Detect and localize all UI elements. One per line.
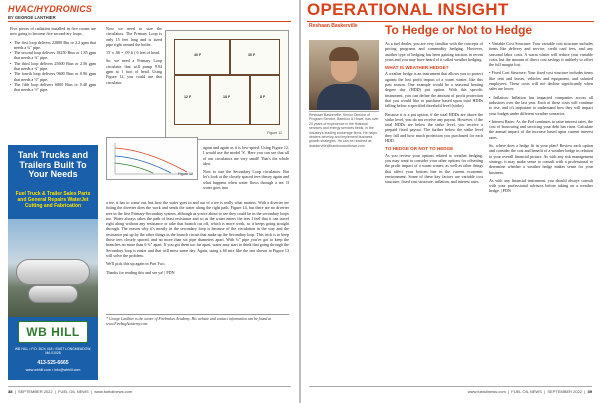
publication-name: FUEL OIL NEWS [58, 389, 89, 394]
photo-body [317, 84, 371, 110]
author-note: * George Lanthier is the owner of Firebrakes Academy. His website and contact information can be found at www.FirebagAcademy.com. [106, 317, 272, 326]
right-page [301, 0, 600, 403]
figure-11-floorplan [165, 30, 289, 140]
issue-date: SEPTEMBER 2022 [547, 389, 583, 394]
paragraph: Thanks for reading this and see ya! | PDN [106, 269, 175, 275]
article-column-1 [385, 41, 483, 187]
room-box [210, 75, 250, 125]
bio-divider [309, 111, 379, 112]
paragraph: • Inflation: Inflation has impacted companies across all industries over the last year. Each of these costs will continue to rise, and it's important to understand how they will impact your budget under different weather scenarios. [489, 94, 593, 116]
publication-name: FUEL OIL NEWS [511, 389, 542, 394]
article-column-1 [10, 26, 96, 96]
footer-rule [8, 386, 291, 387]
issue-date: SEPTEMBER 2022 [17, 389, 53, 394]
page-footer: 38 | SEPTEMBER 2022 | FUEL OIL NEWS | www.fueloilnews.com [8, 389, 133, 394]
article-column-2 [106, 26, 162, 88]
tank-shape [28, 285, 78, 303]
wb-hill-logo [18, 321, 88, 343]
logo-text: WB HILL [26, 325, 80, 339]
room-box [250, 75, 280, 125]
bullet-list [10, 40, 96, 93]
page-number: 38 [8, 389, 13, 394]
paragraph: • Fixed Cost Structure: Your fixed cost structure includes items like rent and leases, vehicles and equipment, and salaried employees. These costs will not decline significantly when sales are lower. [489, 70, 593, 92]
room-box [230, 39, 280, 75]
paragraph: So, we need a Primary Loop circulator that will pump 9.94 gpm at 1 foot of head. Using Figure 12, you could use that circulator [106, 58, 162, 85]
paragraph: As you review your options related to weather hedging, you may want to consider your other options for offsetting the profit impact of a warm winter, as well as other things that affect your bottom line in the current economic environment. Some of these key factors are variable cost structure, fixed cost structure, inflation, and interest rates. [385, 152, 483, 185]
paragraph: A weather hedge is an instrument that allows you to protect against the lost profit impact of a warm winter, like this past season. One example would be a seasonal heating degree day (HDD) put option. With this specific instrument, you can define the amount of profit protection that you would like to purchase based upon total HDDs falling below a specified threshold level (strike). [385, 71, 483, 109]
website: www.fueloilnews.com [467, 389, 506, 394]
room-label: 18 F [223, 95, 231, 99]
room-box [174, 39, 230, 75]
figure-caption: Figure 12 [177, 172, 193, 176]
room-box [174, 75, 210, 125]
paragraph: Now we need to size the circulators. The Primary Loop is only 15 feet long and is sized pipe right around the boiler. [106, 26, 162, 47]
note-divider [106, 314, 289, 315]
website: www.fueloilnews.com [94, 389, 133, 394]
article-column-3 [203, 145, 289, 193]
wb-hill-advertisement[interactable] [8, 145, 98, 380]
ad-subheadline: Fuel Truck & Trailer Sales Parts and General Repairs WaterJet Cutting and Fabrication [15, 191, 91, 209]
ad-website[interactable]: www.wbhill.com • info@wbhill.com [25, 368, 81, 372]
page-footer: www.fueloilnews.com | FUEL OIL NEWS | SEPTEMBER 2022 | 39 [467, 389, 592, 394]
room-label: 40 F [194, 53, 202, 57]
section-rule [8, 21, 291, 22]
left-page [0, 0, 299, 403]
list-item: • The fifth loop delivers 6800 Btus or 0.48 gpm that needs a ½" pipe. [10, 82, 96, 93]
author-name: Reshaan Baskerville [309, 23, 358, 29]
paragraph: Five pieces of radiation installed in five rooms are now going to become five second-ary loops. [10, 26, 96, 37]
footer-rule [309, 386, 592, 387]
section-title: OPERATIONAL INSIGHT [307, 0, 509, 19]
ad-headline: Tank Trucks and Trailers Built To Your Needs [17, 150, 89, 179]
tank-truck-photo [8, 219, 98, 317]
section-title: HVAC/HYDRONICS [8, 4, 93, 14]
subheading: WHAT IS WEATHER HEDGE? [385, 65, 449, 71]
list-item: • The fourth loop delivers 9600 Btus or 0.96 gpm that needs a ½" pipe. [10, 71, 96, 82]
figure-12-chart [106, 137, 198, 180]
ad-phone[interactable]: 413-525-6665 [37, 360, 69, 366]
room-label: 30 F [248, 53, 256, 57]
photo-hair [329, 47, 359, 61]
paragraph: Now to size the Secondary Loop circulators. But let's look at the closely spaced tees theory again and what happens when water flows through a tee. If water goes into [203, 169, 289, 191]
tank-shape [16, 259, 90, 285]
article-headline: To Hedge or Not to Hedge [385, 23, 533, 37]
room-label: 8 F [260, 95, 266, 99]
paragraph: 15' x .06 = .09 ft ( 6 feet of head. [106, 50, 160, 56]
figure-caption: Figure 11 [267, 131, 282, 135]
paragraph: a tee, it has to come out, but how the water goes in and out of a tee is really what matters. With a diverter tee fitting the diverter does the work and sends the water along the right path. Figure 14, but there are no diverter tees in the first Primary-Secondary system, although as you're about to see they could be in the secondary loops too. Water always takes the path of least resistance and so as the water enters the tees I feel that it can travel right along without any resistance or take that branch cut off, which is more work, so it keeps going straight through. The reason why it's mostly in the secondary loop is because of the circulation in the way and the resistance put up by the other things in the branch circuit that make up the Secondary loop. This trick is to keep those tees closely spaced, and no more than six pipe diameters apart. With ¾" pipe you've got to keep the branches no more than 6 ¾" apart. If you got them too far apart, water may start to think that going through the Secondary loop is easier and that will mess some day. Again, using a 60 mix like the one shown in Figure 13 will solve the problem. [106, 200, 289, 258]
page-number: 39 [587, 389, 592, 394]
section-rule [307, 21, 594, 22]
list-item: • The third loop delivers 25600 Btus or 2.56 gpm that needs a ¾" pipe. [10, 61, 96, 72]
paragraph: As a fuel dealer, you are very familiar with the concepts of pricing programs and commodity hedging. However, another type of hedging has been gaining traction in recent years and you may have heard of it called weather hedging. [385, 41, 483, 62]
paragraph: • Interest Rates: As the Fed continues to raise interest rates, the cost of borrowing and servicing your debt has risen. Calculate the annual impact of the increase based upon current interest rates. [489, 118, 593, 140]
paragraph: • Variable Cost Structure: Your variable cost structure includes items like delivery and service, credit card fees, and any seasonal labor costs. A warm winter will reduce your variable costs, but the amount of direct cost savings is unlikely to offset the full margin lost. [489, 41, 593, 68]
subheading: TO HEDGE OR NOT TO HEDGE [385, 146, 454, 152]
list-item: • The first loop delivers 22800 Btu or 2.2 gpm that needs a ¾" pipe. [10, 40, 96, 51]
paragraph: So, where does a hedge fit in your plan? Review each option and consider the cost and benefit of a weather hedge in relation to your overall financial picture. As with any risk management strategy, it may make sense to consult with a professional to determine whether a weather hedge makes sense for your business. [489, 143, 593, 175]
paragraph: We'll pick this up again in Part Two. [106, 261, 166, 267]
ad-address: WB HILL • P.O. BOX 418 • EAST LONGMEADOW, MA 01028 [14, 347, 92, 356]
paragraph: again and again as it is low-speed. Using Figure 12, I would use the model 'S'. Here you can see that all of our circulators are very small! That's the whole idea. [203, 145, 289, 166]
article-column-2 [489, 41, 593, 197]
paragraph: As with any financial instrument, you should always consult with your professional advisors before taking on a weather hedge. | PDN [489, 177, 593, 194]
byline: BY GEORGE LANTHIER [8, 15, 56, 20]
room-label: 12 F [184, 95, 192, 99]
author-bio: Reshaan Baskerville, Senior Director of Program Service, Bamboo & Howe, has over 20 years of experience in the financial services and energy services fields, in the industry's leading brokerage firms. He helps dealers develop and implement business growth strategies. He can be reached at: rbaskerville@bambooandhowe.com [309, 113, 379, 148]
list-item: • The second loop delivers 18250 Btus or 1.85 gpm that needs a ¾" pipe. [10, 50, 96, 61]
paragraph: Because it is a put option, if the total HDDs are above the strike level, you do not receive any payout. However, if the total HDDs are below the strike level, you receive a prepaid fixed payout. The further below the strike level they fall and how much protection you purchased for each HDD. [385, 111, 483, 144]
author-photo [309, 40, 379, 110]
article-column-continued [106, 200, 289, 278]
